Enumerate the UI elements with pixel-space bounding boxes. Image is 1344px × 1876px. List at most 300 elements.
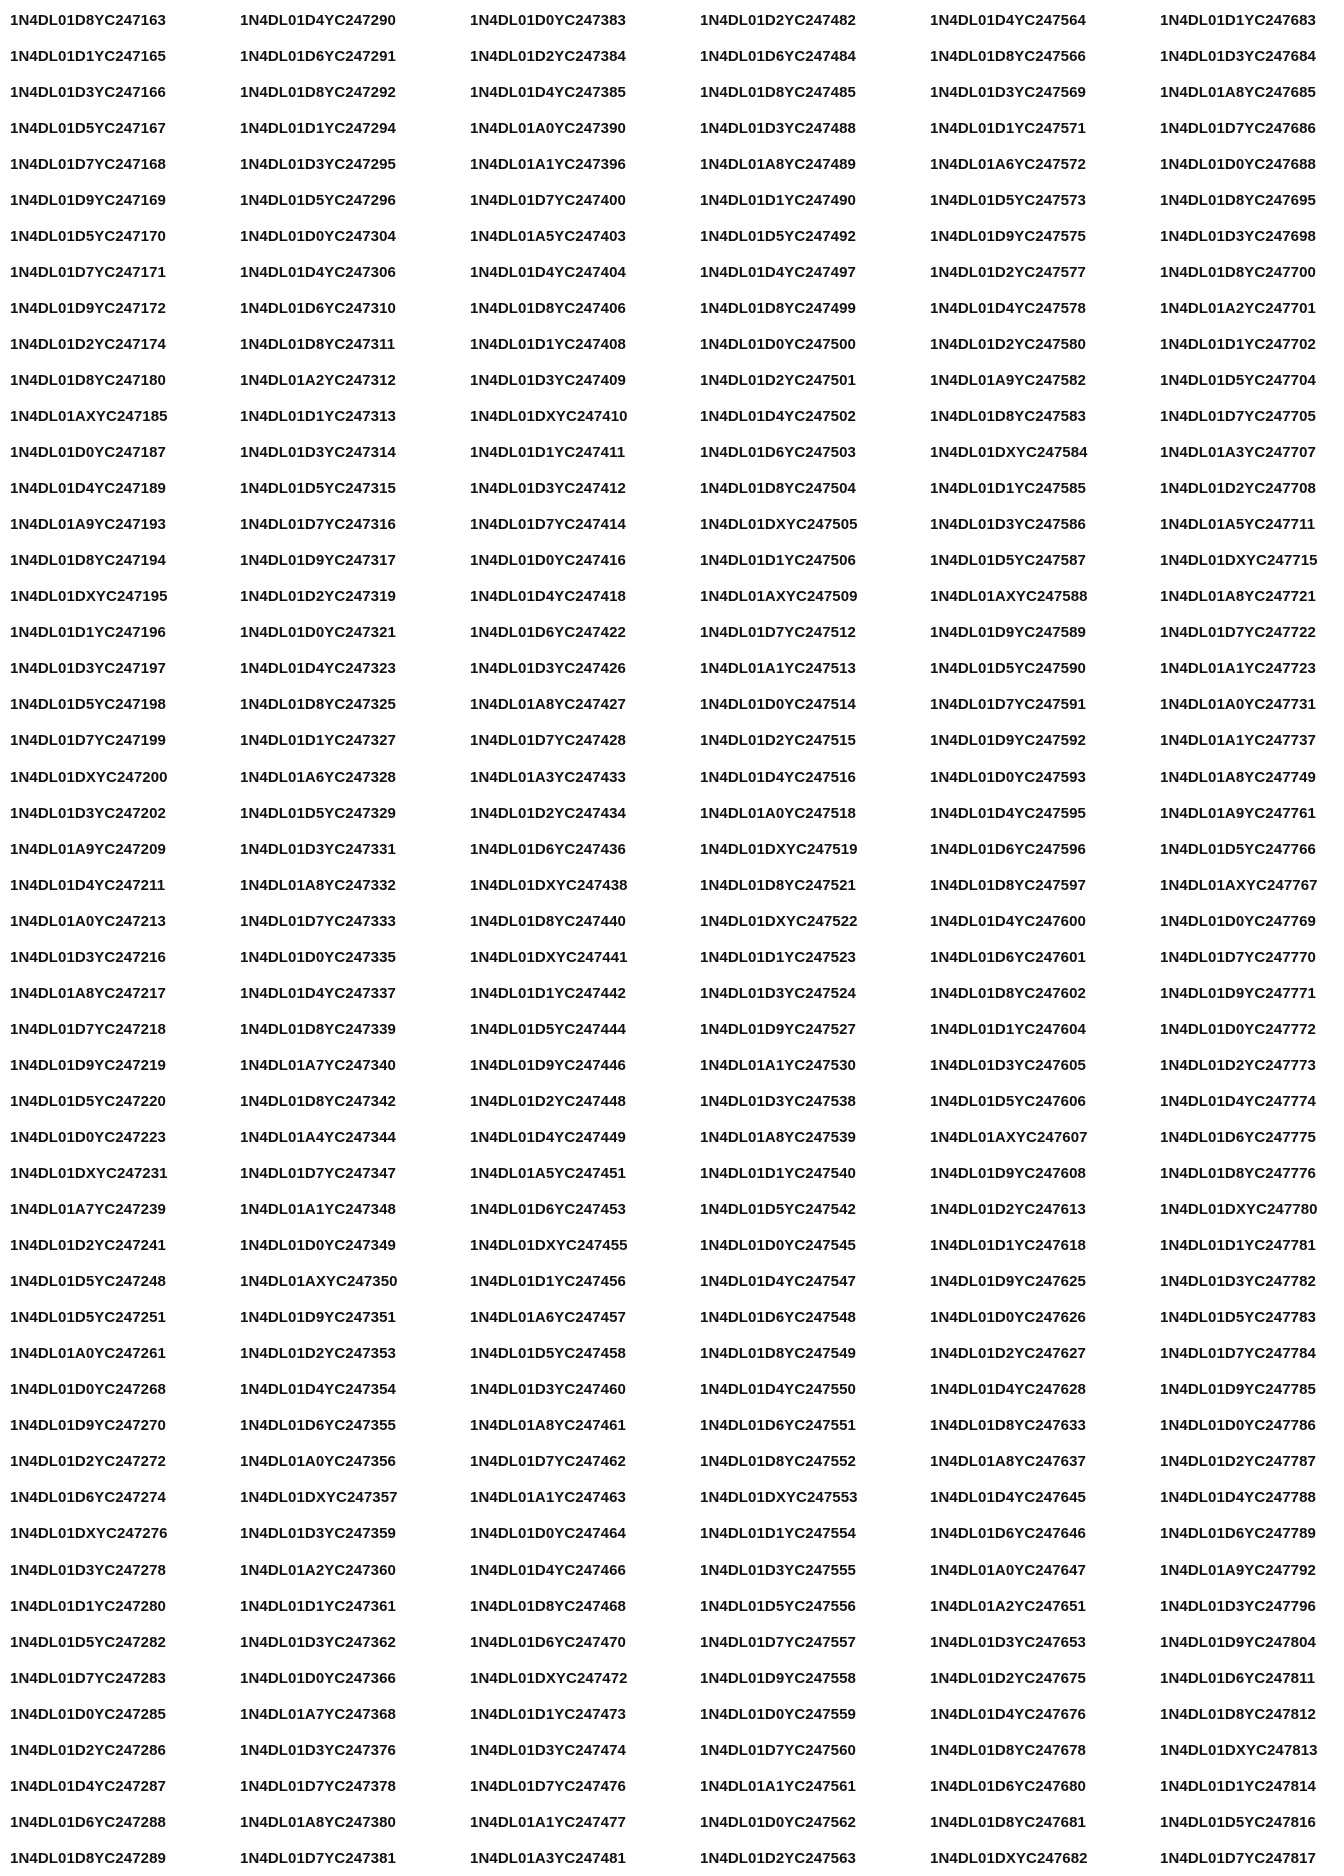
vin-cell: 1N4DL01D0YC247366 <box>240 1669 396 1687</box>
vin-cell: 1N4DL01D7YC247462 <box>470 1453 626 1471</box>
vin-cell: 1N4DL01D4YC247676 <box>930 1705 1086 1723</box>
vin-cell: 1N4DL01D6YC247680 <box>930 1777 1086 1795</box>
vin-cell: 1N4DL01D8YC247342 <box>240 1092 396 1110</box>
vin-cell: 1N4DL01D5YC247167 <box>10 119 166 137</box>
vin-cell: 1N4DL01D2YC247353 <box>240 1345 396 1363</box>
vin-cell: 1N4DL01D3YC247488 <box>700 119 856 137</box>
vin-cell: 1N4DL01D3YC247331 <box>240 840 396 858</box>
vin-cell: 1N4DL01D7YC247414 <box>470 516 626 534</box>
vin-cell: 1N4DL01D4YC247547 <box>700 1273 856 1291</box>
vin-cell: 1N4DL01D1YC247442 <box>470 984 626 1002</box>
vin-cell: 1N4DL01A2YC247701 <box>1160 299 1316 317</box>
vin-cell: 1N4DL01D5YC247606 <box>930 1092 1086 1110</box>
vin-cell: 1N4DL01D0YC247786 <box>1160 1417 1316 1435</box>
vin-cell: 1N4DL01DXYC247519 <box>700 840 858 858</box>
vin-cell: 1N4DL01D4YC247449 <box>470 1128 626 1146</box>
vin-cell: 1N4DL01D6YC247274 <box>10 1489 166 1507</box>
vin-cell: 1N4DL01D2YC247708 <box>1160 480 1316 498</box>
vin-cell: 1N4DL01D1YC247506 <box>700 552 856 570</box>
vin-cell: 1N4DL01D1YC247604 <box>930 1020 1086 1038</box>
vin-cell: 1N4DL01D7YC247333 <box>240 912 396 930</box>
vin-cell: 1N4DL01D5YC247251 <box>10 1309 166 1327</box>
vin-cell: 1N4DL01DXYC247682 <box>930 1849 1088 1867</box>
vin-cell: 1N4DL01D9YC247575 <box>930 227 1086 245</box>
vin-cell: 1N4DL01D3YC247295 <box>240 155 396 173</box>
vin-cell: 1N4DL01D1YC247408 <box>470 335 626 353</box>
vin-cell: 1N4DL01A6YC247572 <box>930 155 1086 173</box>
vin-cell: 1N4DL01D4YC247564 <box>930 11 1086 29</box>
vin-cell: 1N4DL01D3YC247653 <box>930 1633 1086 1651</box>
vin-cell: 1N4DL01A5YC247451 <box>470 1165 626 1183</box>
vin-cell: 1N4DL01D1YC247571 <box>930 119 1086 137</box>
vin-cell: 1N4DL01D3YC247524 <box>700 984 856 1002</box>
vin-cell: 1N4DL01D6YC247601 <box>930 948 1086 966</box>
vin-cell: 1N4DL01D6YC247811 <box>1160 1669 1316 1687</box>
vin-cell: 1N4DL01D6YC247453 <box>470 1201 626 1219</box>
vin-cell: 1N4DL01D0YC247514 <box>700 696 856 714</box>
vin-cell: 1N4DL01D8YC247440 <box>470 912 626 930</box>
vin-cell: 1N4DL01D9YC247558 <box>700 1669 856 1687</box>
vin-cell: 1N4DL01D0YC247383 <box>470 11 626 29</box>
vin-cell: 1N4DL01D7YC247171 <box>10 263 166 281</box>
vin-cell: 1N4DL01D5YC247220 <box>10 1092 166 1110</box>
vin-cell: 1N4DL01D4YC247287 <box>10 1777 166 1795</box>
vin-cell: 1N4DL01A8YC247539 <box>700 1128 856 1146</box>
vin-cell: 1N4DL01D6YC247288 <box>10 1813 166 1831</box>
vin-cell: 1N4DL01A5YC247403 <box>470 227 626 245</box>
vin-cell: 1N4DL01D0YC247335 <box>240 948 396 966</box>
vin-cell: 1N4DL01D4YC247337 <box>240 984 396 1002</box>
vin-cell: 1N4DL01D1YC247456 <box>470 1273 626 1291</box>
vin-cell: 1N4DL01D4YC247497 <box>700 263 856 281</box>
vin-cell: 1N4DL01D7YC247283 <box>10 1669 166 1687</box>
vin-cell: 1N4DL01A2YC247312 <box>240 371 396 389</box>
vin-cell: 1N4DL01D0YC247769 <box>1160 912 1316 930</box>
vin-cell: 1N4DL01A9YC247792 <box>1160 1561 1316 1579</box>
vin-cell: 1N4DL01A8YC247749 <box>1160 768 1316 786</box>
vin-cell: 1N4DL01D3YC247698 <box>1160 227 1316 245</box>
vin-cell: 1N4DL01D9YC247169 <box>10 191 166 209</box>
vin-cell: 1N4DL01D8YC247678 <box>930 1741 1086 1759</box>
vin-cell: 1N4DL01A9YC247582 <box>930 371 1086 389</box>
vin-cell: 1N4DL01D0YC247626 <box>930 1309 1086 1327</box>
vin-cell: 1N4DL01D9YC247785 <box>1160 1381 1316 1399</box>
vin-cell: 1N4DL01D1YC247294 <box>240 119 396 137</box>
vin-cell: 1N4DL01D3YC247409 <box>470 371 626 389</box>
vin-cell: 1N4DL01AXYC247767 <box>1160 876 1318 894</box>
vin-cell: 1N4DL01D3YC247314 <box>240 444 396 462</box>
vin-cell: 1N4DL01D7YC247817 <box>1160 1849 1316 1867</box>
vin-cell: 1N4DL01D2YC247515 <box>700 732 856 750</box>
vin-cell: 1N4DL01D3YC247474 <box>470 1741 626 1759</box>
vin-cell: 1N4DL01D8YC247549 <box>700 1345 856 1363</box>
vin-cell: 1N4DL01A8YC247685 <box>1160 83 1316 101</box>
vin-cell: 1N4DL01D2YC247319 <box>240 588 396 606</box>
vin-cell: 1N4DL01D3YC247782 <box>1160 1273 1316 1291</box>
vin-cell: 1N4DL01D4YC247578 <box>930 299 1086 317</box>
vin-cell: 1N4DL01D3YC247569 <box>930 83 1086 101</box>
vin-cell: 1N4DL01DXYC247584 <box>930 444 1088 462</box>
vin-cell: 1N4DL01D9YC247592 <box>930 732 1086 750</box>
vin-cell: 1N4DL01A1YC247477 <box>470 1813 626 1831</box>
vin-cell: 1N4DL01D8YC247339 <box>240 1020 396 1038</box>
vin-cell: 1N4DL01D1YC247327 <box>240 732 396 750</box>
vin-cell: 1N4DL01D8YC247681 <box>930 1813 1086 1831</box>
vin-cell: 1N4DL01D4YC247502 <box>700 408 856 426</box>
vin-cell: 1N4DL01D6YC247646 <box>930 1525 1086 1543</box>
vin-cell: 1N4DL01DXYC247505 <box>700 516 858 534</box>
vin-cell: 1N4DL01D6YC247596 <box>930 840 1086 858</box>
vin-cell: 1N4DL01A0YC247731 <box>1160 696 1316 714</box>
vin-cell: 1N4DL01D5YC247816 <box>1160 1813 1316 1831</box>
vin-cell: 1N4DL01D6YC247310 <box>240 299 396 317</box>
vin-cell: 1N4DL01D7YC247199 <box>10 732 166 750</box>
vin-cell: 1N4DL01D2YC247580 <box>930 335 1086 353</box>
vin-cell: 1N4DL01D8YC247468 <box>470 1597 626 1615</box>
vin-cell: 1N4DL01A0YC247213 <box>10 912 166 930</box>
vin-cell: 1N4DL01D0YC247545 <box>700 1237 856 1255</box>
vin-cell: 1N4DL01D4YC247354 <box>240 1381 396 1399</box>
vin-cell: 1N4DL01D6YC247503 <box>700 444 856 462</box>
vin-cell: 1N4DL01A6YC247328 <box>240 768 396 786</box>
vin-cell: 1N4DL01A2YC247360 <box>240 1561 396 1579</box>
vin-cell: 1N4DL01D6YC247548 <box>700 1309 856 1327</box>
vin-cell: 1N4DL01D4YC247211 <box>10 876 166 894</box>
vin-cell: 1N4DL01A8YC247332 <box>240 876 396 894</box>
vin-cell: 1N4DL01D4YC247418 <box>470 588 626 606</box>
vin-cell: 1N4DL01D0YC247223 <box>10 1128 166 1146</box>
vin-cell: 1N4DL01D7YC247686 <box>1160 119 1316 137</box>
vin-cell: 1N4DL01DXYC247715 <box>1160 552 1318 570</box>
vin-cell: 1N4DL01D1YC247781 <box>1160 1237 1316 1255</box>
vin-cell: 1N4DL01D7YC247722 <box>1160 624 1316 642</box>
vin-cell: 1N4DL01A7YC247239 <box>10 1201 166 1219</box>
vin-cell: 1N4DL01D9YC247771 <box>1160 984 1316 1002</box>
vin-cell: 1N4DL01D6YC247291 <box>240 47 396 65</box>
vin-cell: 1N4DL01D1YC247683 <box>1160 11 1316 29</box>
vin-cell: 1N4DL01A0YC247261 <box>10 1345 166 1363</box>
vin-cell: 1N4DL01D4YC247189 <box>10 480 166 498</box>
vin-cell: 1N4DL01A0YC247518 <box>700 804 856 822</box>
vin-cell: 1N4DL01D2YC247241 <box>10 1237 166 1255</box>
vin-cell: 1N4DL01D3YC247362 <box>240 1633 396 1651</box>
vin-cell: 1N4DL01A1YC247348 <box>240 1201 396 1219</box>
vin-cell: 1N4DL01D4YC247323 <box>240 660 396 678</box>
vin-cell: 1N4DL01D2YC247384 <box>470 47 626 65</box>
vin-cell: 1N4DL01D1YC247490 <box>700 191 856 209</box>
vin-cell: 1N4DL01D7YC247560 <box>700 1741 856 1759</box>
vin-cell: 1N4DL01D8YC247311 <box>240 335 396 353</box>
vin-cell: 1N4DL01D8YC247325 <box>240 696 396 714</box>
vin-cell: 1N4DL01D4YC247404 <box>470 263 626 281</box>
vin-cell: 1N4DL01A1YC247463 <box>470 1489 626 1507</box>
vin-cell: 1N4DL01D2YC247787 <box>1160 1453 1316 1471</box>
vin-cell: 1N4DL01DXYC247195 <box>10 588 168 606</box>
vin-cell: 1N4DL01D3YC247412 <box>470 480 626 498</box>
vin-cell: 1N4DL01D0YC247688 <box>1160 155 1316 173</box>
vin-cell: 1N4DL01D5YC247329 <box>240 804 396 822</box>
vin-cell: 1N4DL01D5YC247444 <box>470 1020 626 1038</box>
vin-cell: 1N4DL01D2YC247613 <box>930 1201 1086 1219</box>
vin-cell: 1N4DL01D8YC247776 <box>1160 1165 1316 1183</box>
vin-cell: 1N4DL01D7YC247512 <box>700 624 856 642</box>
vin-cell: 1N4DL01D0YC247593 <box>930 768 1086 786</box>
vin-cell: 1N4DL01D3YC247684 <box>1160 47 1316 65</box>
vin-cell: 1N4DL01D0YC247559 <box>700 1705 856 1723</box>
vin-cell: 1N4DL01D2YC247286 <box>10 1741 166 1759</box>
vin-cell: 1N4DL01D5YC247542 <box>700 1201 856 1219</box>
vin-cell: 1N4DL01D7YC247705 <box>1160 408 1316 426</box>
vin-cell: 1N4DL01D6YC247470 <box>470 1633 626 1651</box>
vin-cell: 1N4DL01D3YC247538 <box>700 1092 856 1110</box>
vin-cell: 1N4DL01D9YC247172 <box>10 299 166 317</box>
vin-cell: 1N4DL01D3YC247216 <box>10 948 166 966</box>
vin-cell: 1N4DL01D3YC247359 <box>240 1525 396 1543</box>
vin-cell: 1N4DL01D7YC247476 <box>470 1777 626 1795</box>
vin-cell: 1N4DL01D7YC247591 <box>930 696 1086 714</box>
vin-cell: 1N4DL01D4YC247516 <box>700 768 856 786</box>
vin-cell: 1N4DL01D4YC247550 <box>700 1381 856 1399</box>
vin-cell: 1N4DL01D1YC247280 <box>10 1597 166 1615</box>
vin-cell: 1N4DL01A1YC247737 <box>1160 732 1316 750</box>
vin-cell: 1N4DL01D0YC247464 <box>470 1525 626 1543</box>
vin-cell: 1N4DL01D2YC247174 <box>10 335 166 353</box>
vin-cell: 1N4DL01D7YC247316 <box>240 516 396 534</box>
vin-cell: 1N4DL01A1YC247561 <box>700 1777 856 1795</box>
vin-cell: 1N4DL01A1YC247530 <box>700 1056 856 1074</box>
vin-cell: 1N4DL01D0YC247500 <box>700 335 856 353</box>
vin-cell: 1N4DL01D6YC247789 <box>1160 1525 1316 1543</box>
vin-cell: 1N4DL01D4YC247290 <box>240 11 396 29</box>
vin-cell: 1N4DL01D8YC247485 <box>700 83 856 101</box>
vin-cell: 1N4DL01D9YC247270 <box>10 1417 166 1435</box>
vin-cell: 1N4DL01D9YC247589 <box>930 624 1086 642</box>
vin-cell: 1N4DL01D7YC247218 <box>10 1020 166 1038</box>
vin-cell: 1N4DL01D7YC247168 <box>10 155 166 173</box>
vin-cell: 1N4DL01D1YC247473 <box>470 1705 626 1723</box>
vin-cell: 1N4DL01D0YC247416 <box>470 552 626 570</box>
vin-cell: 1N4DL01D1YC247618 <box>930 1237 1086 1255</box>
vin-cell: 1N4DL01DXYC247455 <box>470 1237 628 1255</box>
vin-cell: 1N4DL01A8YC247637 <box>930 1453 1086 1471</box>
vin-cell: 1N4DL01DXYC247276 <box>10 1525 168 1543</box>
vin-cell: 1N4DL01D9YC247804 <box>1160 1633 1316 1651</box>
vin-cell: 1N4DL01D8YC247292 <box>240 83 396 101</box>
vin-cell: 1N4DL01D2YC247272 <box>10 1453 166 1471</box>
vin-cell: 1N4DL01D9YC247527 <box>700 1020 856 1038</box>
vin-cell: 1N4DL01D5YC247198 <box>10 696 166 714</box>
vin-cell: 1N4DL01D7YC247784 <box>1160 1345 1316 1363</box>
vin-cell: 1N4DL01D2YC247482 <box>700 11 856 29</box>
vin-cell: 1N4DL01A7YC247368 <box>240 1705 396 1723</box>
vin-cell: 1N4DL01D1YC247361 <box>240 1597 396 1615</box>
vin-cell: 1N4DL01D5YC247783 <box>1160 1309 1316 1327</box>
vin-cell: 1N4DL01D1YC247196 <box>10 624 166 642</box>
vin-cell: 1N4DL01D8YC247194 <box>10 552 166 570</box>
vin-cell: 1N4DL01D7YC247347 <box>240 1165 396 1183</box>
vin-cell: 1N4DL01D5YC247704 <box>1160 371 1316 389</box>
vin-cell: 1N4DL01D8YC247597 <box>930 876 1086 894</box>
vin-cell: 1N4DL01A1YC247396 <box>470 155 626 173</box>
vin-cell: 1N4DL01D4YC247774 <box>1160 1092 1316 1110</box>
vin-cell: 1N4DL01AXYC247588 <box>930 588 1088 606</box>
vin-cell: 1N4DL01D8YC247812 <box>1160 1705 1316 1723</box>
vin-cell: 1N4DL01A9YC247193 <box>10 516 166 534</box>
vin-cell: 1N4DL01A8YC247380 <box>240 1813 396 1831</box>
vin-cell: 1N4DL01D4YC247385 <box>470 83 626 101</box>
vin-cell: 1N4DL01D8YC247163 <box>10 11 166 29</box>
vin-cell: 1N4DL01DXYC247410 <box>470 408 628 426</box>
vin-cell: 1N4DL01D1YC247313 <box>240 408 396 426</box>
vin-cell: 1N4DL01A8YC247489 <box>700 155 856 173</box>
vin-cell: 1N4DL01D4YC247466 <box>470 1561 626 1579</box>
vin-cell: 1N4DL01D7YC247400 <box>470 191 626 209</box>
vin-cell: 1N4DL01D9YC247219 <box>10 1056 166 1074</box>
vin-list-table <box>10 2 1344 1876</box>
vin-cell: 1N4DL01A9YC247761 <box>1160 804 1316 822</box>
vin-cell: 1N4DL01DXYC247522 <box>700 912 858 930</box>
vin-cell: 1N4DL01D5YC247315 <box>240 480 396 498</box>
vin-cell: 1N4DL01D8YC247695 <box>1160 191 1316 209</box>
vin-cell: 1N4DL01D1YC247585 <box>930 480 1086 498</box>
vin-cell: 1N4DL01D3YC247166 <box>10 83 166 101</box>
vin-cell: 1N4DL01D6YC247355 <box>240 1417 396 1435</box>
vin-cell: 1N4DL01D5YC247492 <box>700 227 856 245</box>
vin-cell: 1N4DL01D2YC247434 <box>470 804 626 822</box>
vin-cell: 1N4DL01A1YC247723 <box>1160 660 1316 678</box>
vin-cell: 1N4DL01A8YC247721 <box>1160 588 1316 606</box>
vin-cell: 1N4DL01D3YC247426 <box>470 660 626 678</box>
vin-cell: 1N4DL01DXYC247780 <box>1160 1201 1318 1219</box>
vin-cell: 1N4DL01D7YC247428 <box>470 732 626 750</box>
vin-cell: 1N4DL01D8YC247602 <box>930 984 1086 1002</box>
vin-cell: 1N4DL01D8YC247566 <box>930 47 1086 65</box>
vin-cell: 1N4DL01D3YC247796 <box>1160 1597 1316 1615</box>
vin-cell: 1N4DL01D0YC247187 <box>10 444 166 462</box>
vin-cell: 1N4DL01D8YC247700 <box>1160 263 1316 281</box>
vin-cell: 1N4DL01A9YC247209 <box>10 840 166 858</box>
vin-cell: 1N4DL01D8YC247633 <box>930 1417 1086 1435</box>
vin-cell: 1N4DL01D0YC247772 <box>1160 1020 1316 1038</box>
vin-cell: 1N4DL01DXYC247231 <box>10 1165 168 1183</box>
vin-cell: 1N4DL01D0YC247268 <box>10 1381 166 1399</box>
vin-cell: 1N4DL01D0YC247321 <box>240 624 396 642</box>
vin-cell: 1N4DL01A7YC247340 <box>240 1056 396 1074</box>
vin-cell: 1N4DL01D8YC247406 <box>470 299 626 317</box>
vin-cell: 1N4DL01D8YC247289 <box>10 1849 166 1867</box>
vin-cell: 1N4DL01D3YC247202 <box>10 804 166 822</box>
vin-cell: 1N4DL01D2YC247773 <box>1160 1056 1316 1074</box>
vin-cell: 1N4DL01A3YC247707 <box>1160 444 1316 462</box>
vin-cell: 1N4DL01D2YC247627 <box>930 1345 1086 1363</box>
vin-cell: 1N4DL01D0YC247304 <box>240 227 396 245</box>
vin-cell: 1N4DL01AXYC247607 <box>930 1128 1088 1146</box>
vin-cell: 1N4DL01D7YC247770 <box>1160 948 1316 966</box>
vin-cell: 1N4DL01D4YC247788 <box>1160 1489 1316 1507</box>
vin-cell: 1N4DL01D5YC247458 <box>470 1345 626 1363</box>
vin-cell: 1N4DL01D0YC247562 <box>700 1813 856 1831</box>
vin-cell: 1N4DL01D3YC247278 <box>10 1561 166 1579</box>
vin-cell: 1N4DL01D7YC247381 <box>240 1849 396 1867</box>
vin-cell: 1N4DL01D1YC247165 <box>10 47 166 65</box>
vin-cell: 1N4DL01D1YC247523 <box>700 948 856 966</box>
vin-cell: 1N4DL01D3YC247376 <box>240 1741 396 1759</box>
vin-cell: 1N4DL01D1YC247540 <box>700 1165 856 1183</box>
vin-cell: 1N4DL01D6YC247422 <box>470 624 626 642</box>
vin-cell: 1N4DL01A0YC247647 <box>930 1561 1086 1579</box>
vin-cell: 1N4DL01D8YC247504 <box>700 480 856 498</box>
vin-cell: 1N4DL01D4YC247306 <box>240 263 396 281</box>
vin-cell: 1N4DL01D8YC247499 <box>700 299 856 317</box>
vin-cell: 1N4DL01D5YC247170 <box>10 227 166 245</box>
vin-cell: 1N4DL01D5YC247248 <box>10 1273 166 1291</box>
vin-cell: 1N4DL01D6YC247551 <box>700 1417 856 1435</box>
vin-cell: 1N4DL01D9YC247446 <box>470 1056 626 1074</box>
vin-cell: 1N4DL01D4YC247628 <box>930 1381 1086 1399</box>
vin-cell: 1N4DL01D4YC247645 <box>930 1489 1086 1507</box>
vin-cell: 1N4DL01D3YC247605 <box>930 1056 1086 1074</box>
vin-cell: 1N4DL01D4YC247595 <box>930 804 1086 822</box>
vin-cell: 1N4DL01D4YC247600 <box>930 912 1086 930</box>
vin-cell: 1N4DL01D5YC247282 <box>10 1633 166 1651</box>
vin-cell: 1N4DL01D2YC247501 <box>700 371 856 389</box>
vin-cell: 1N4DL01A1YC247513 <box>700 660 856 678</box>
vin-cell: 1N4DL01D6YC247775 <box>1160 1128 1316 1146</box>
vin-cell: 1N4DL01D9YC247351 <box>240 1309 396 1327</box>
vin-cell: 1N4DL01D2YC247563 <box>700 1849 856 1867</box>
vin-cell: 1N4DL01D0YC247285 <box>10 1705 166 1723</box>
vin-cell: 1N4DL01D5YC247587 <box>930 552 1086 570</box>
vin-cell: 1N4DL01D1YC247702 <box>1160 335 1316 353</box>
vin-cell: 1N4DL01D6YC247484 <box>700 47 856 65</box>
vin-cell: 1N4DL01D5YC247296 <box>240 191 396 209</box>
vin-cell: 1N4DL01D3YC247555 <box>700 1561 856 1579</box>
vin-cell: 1N4DL01D1YC247411 <box>470 444 626 462</box>
vin-cell: 1N4DL01D7YC247557 <box>700 1633 856 1651</box>
vin-cell: 1N4DL01D8YC247583 <box>930 408 1086 426</box>
vin-cell: 1N4DL01AXYC247185 <box>10 408 168 426</box>
vin-cell: 1N4DL01D5YC247590 <box>930 660 1086 678</box>
vin-cell: 1N4DL01AXYC247350 <box>240 1273 398 1291</box>
vin-cell: 1N4DL01DXYC247200 <box>10 768 168 786</box>
vin-cell: 1N4DL01D0YC247349 <box>240 1237 396 1255</box>
vin-cell: 1N4DL01D3YC247586 <box>930 516 1086 534</box>
vin-cell: 1N4DL01D8YC247552 <box>700 1453 856 1471</box>
vin-cell: 1N4DL01D7YC247378 <box>240 1777 396 1795</box>
vin-cell: 1N4DL01DXYC247357 <box>240 1489 398 1507</box>
vin-cell: 1N4DL01DXYC247441 <box>470 948 628 966</box>
vin-cell: 1N4DL01D6YC247436 <box>470 840 626 858</box>
vin-cell: 1N4DL01DXYC247438 <box>470 876 628 894</box>
vin-cell: 1N4DL01A4YC247344 <box>240 1128 396 1146</box>
vin-cell: 1N4DL01A2YC247651 <box>930 1597 1086 1615</box>
vin-cell: 1N4DL01A8YC247217 <box>10 984 166 1002</box>
vin-cell: 1N4DL01D1YC247554 <box>700 1525 856 1543</box>
vin-cell: 1N4DL01A5YC247711 <box>1160 516 1316 534</box>
vin-cell: 1N4DL01A0YC247390 <box>470 119 626 137</box>
vin-cell: 1N4DL01A3YC247433 <box>470 768 626 786</box>
vin-cell: 1N4DL01D8YC247521 <box>700 876 856 894</box>
vin-cell: 1N4DL01A6YC247457 <box>470 1309 626 1327</box>
vin-cell: 1N4DL01D5YC247573 <box>930 191 1086 209</box>
vin-cell: 1N4DL01A8YC247461 <box>470 1417 626 1435</box>
vin-cell: 1N4DL01D9YC247317 <box>240 552 396 570</box>
vin-cell: 1N4DL01D5YC247556 <box>700 1597 856 1615</box>
vin-cell: 1N4DL01DXYC247813 <box>1160 1741 1318 1759</box>
vin-cell: 1N4DL01D2YC247448 <box>470 1092 626 1110</box>
vin-cell: 1N4DL01AXYC247509 <box>700 588 858 606</box>
vin-cell: 1N4DL01DXYC247553 <box>700 1489 858 1507</box>
